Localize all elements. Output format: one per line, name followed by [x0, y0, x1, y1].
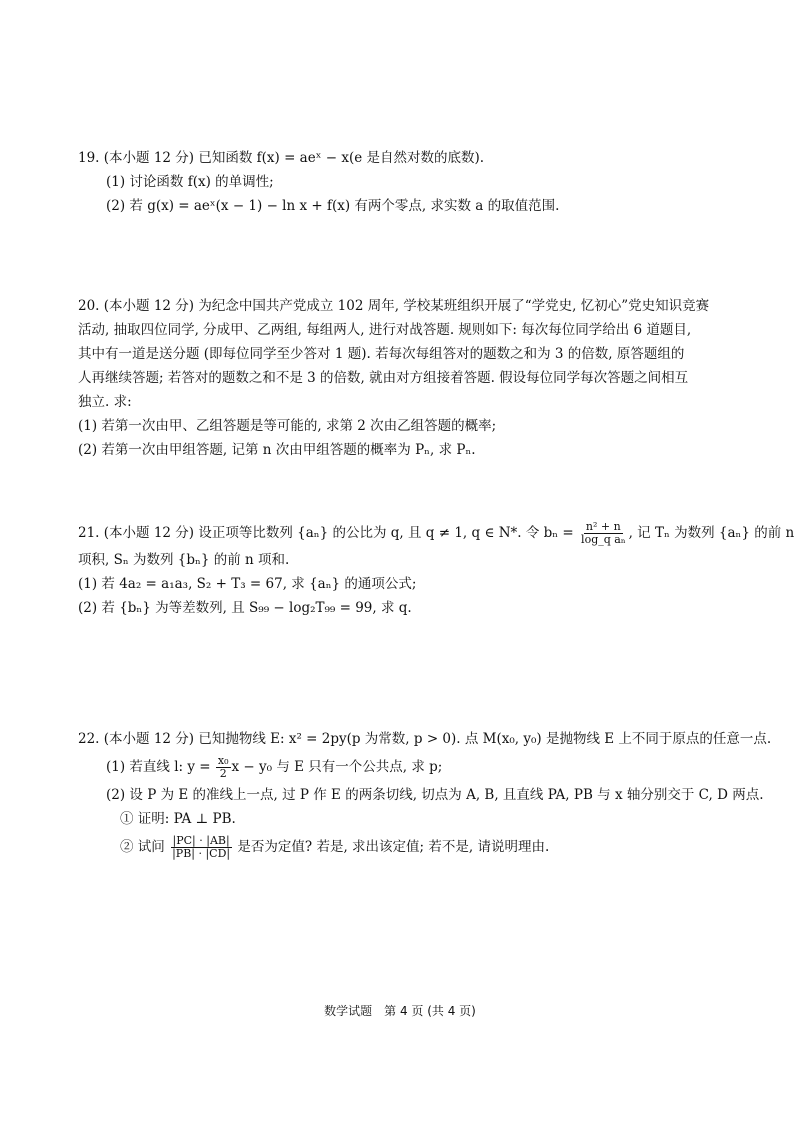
problem-21-stem-line-1 — [78, 518, 795, 548]
problem-19-part-1: (1) 讨论函数 f(x) 的单调性; — [106, 174, 274, 190]
problem-22-sub-2-text-b: 是否为定值? 若是, 求出该定值; 若不是, 请说明理由. — [233, 839, 550, 855]
problem-21 — [78, 518, 795, 620]
problem-22-part-2: (2) 设 P 为 E 的准线上一点, 过 P 作 E 的两条切线, 切点为 A, B, 且直线 PA, PB 与 x 轴分别交于 C, D 两点. — [106, 787, 764, 803]
problem-20-stem-line-3: 其中有一道是送分题 (即每位同学至少答对 1 题). 若每次每组答对的题数之和为 3 的倍数, 原答题组的 — [78, 346, 685, 362]
problem-22-part-2-sub-2 — [78, 831, 738, 863]
problem-20-stem-line-1: 20. (本小题 12 分) 为纪念中国共产党成立 102 周年, 学校某班组织开展了“学党史, 忆初心”党史知识竞赛 — [78, 298, 710, 314]
problem-20-stem-line-2: 活动, 抽取四位同学, 分成甲、乙两组, 每组两人, 进行对战答题. 规则如下: 每次每位同学给出 6 道题目, — [78, 322, 692, 338]
problem-21-stem-line-2: 项积, Sₙ 为数列 {bₙ} 的前 n 项和. — [78, 552, 290, 568]
problem-19-stem: 19. (本小题 12 分) 已知函数 f(x) = aeˣ − x(e 是自然对数的底数). — [78, 150, 485, 166]
bn-fraction — [579, 521, 628, 546]
problem-20-part-1: (1) 若第一次由甲、乙组答题是等可能的, 求第 2 次由乙组答题的概率; — [78, 418, 497, 434]
problem-22-part-1-text-b: x − y₀ 与 E 只有一个公共点, 求 p; — [231, 759, 443, 775]
ratio-denominator: |PB| · |CD| — [172, 847, 231, 860]
ratio-numerator: |PC| · |AB| — [172, 834, 230, 847]
problem-19-part-2: (2) 若 g(x) = aeˣ(x − 1) − ln x + f(x) 有两个零点, 求实数 a 的取值范围. — [106, 198, 560, 214]
problem-22-part-1 — [78, 751, 738, 783]
problem-22-part-2-sub-1: ① 证明: PA ⊥ PB. — [120, 811, 236, 827]
problem-20-stem-line-4: 人再继续答题; 若答对的题数之和不是 3 的倍数, 就由对方组接着答题. 假设每位同学每次答题之间相互 — [78, 370, 689, 386]
slope-denominator: 2 — [219, 767, 227, 780]
problem-22-stem: 22. (本小题 12 分) 已知抛物线 E: x² = 2py(p 为常数, p > 0). 点 M(x₀, y₀) 是抛物线 E 上不同于原点的任意一点. — [78, 731, 772, 747]
ratio-fraction — [170, 835, 232, 860]
problem-21-part-1: (1) 若 4a₂ = a₁a₃, S₂ + T₃ = 67, 求 {aₙ} 的通项公式; — [78, 576, 417, 592]
problem-19 — [78, 146, 738, 218]
problem-22-part-1-text-a: (1) 若直线 l: y = — [106, 759, 215, 775]
problem-20-part-2: (2) 若第一次由甲组答题, 记第 n 次由甲组答题的概率为 Pₙ, 求 Pₙ. — [78, 442, 476, 458]
problem-22-sub-2-text-a: ② 试问 — [120, 839, 170, 855]
problem-21-stem-text-a: 21. (本小题 12 分) 设正项等比数列 {aₙ} 的公比为 q, 且 q ≠ 1, q ∈ N*. 令 bₙ = — [78, 525, 579, 541]
slope-numerator: x₀ — [217, 754, 229, 767]
problem-22 — [78, 727, 772, 863]
problem-20 — [78, 294, 738, 462]
line-slope-fraction — [216, 755, 231, 780]
bn-numerator: n² + n — [585, 520, 621, 533]
problem-21-part-2: (2) 若 {bₙ} 为等差数列, 且 S₉₉ − log₂T₉₉ = 99, 求 q. — [78, 600, 412, 616]
problem-21-stem-text-b: , 记 Tₙ 为数列 {aₙ} 的前 n — [628, 525, 795, 541]
problem-20-stem-line-5: 独立. 求: — [78, 394, 132, 410]
bn-denominator: log_q aₙ — [581, 533, 626, 546]
page-footer: 数学试题 第 4 页 (共 4 页) — [324, 1004, 476, 1018]
